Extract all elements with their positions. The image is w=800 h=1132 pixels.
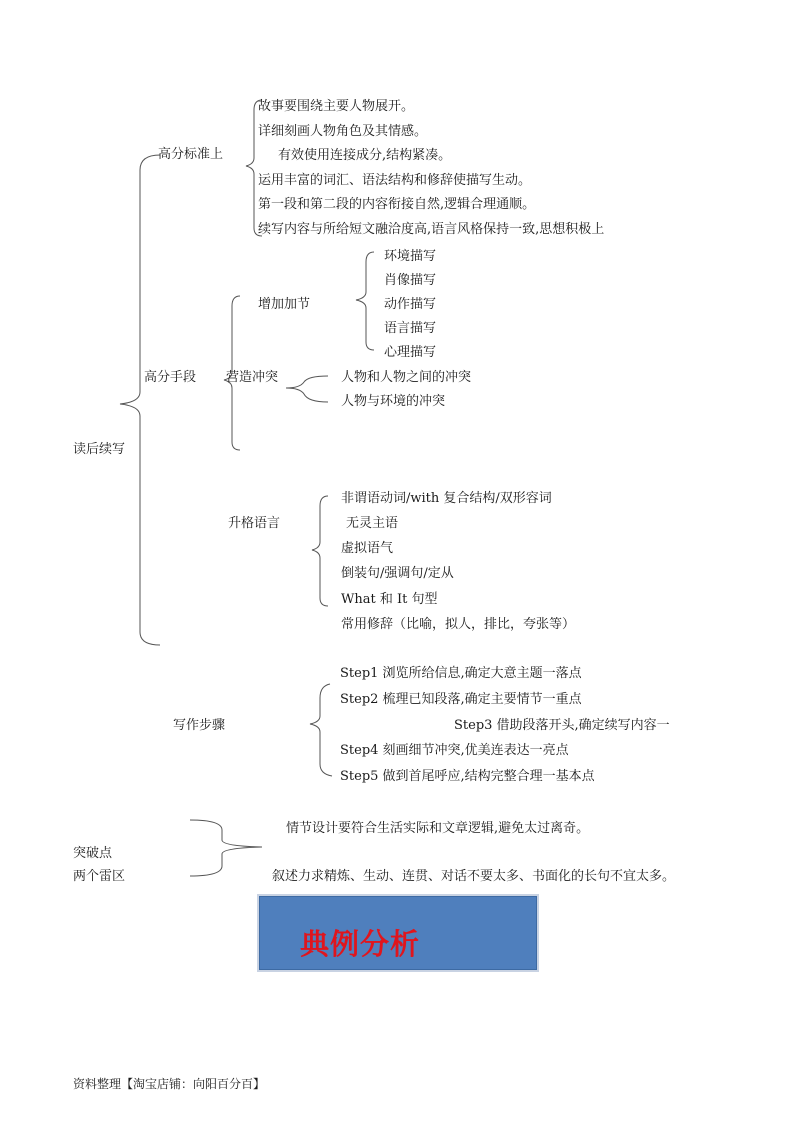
example-analysis-banner bbox=[259, 896, 537, 970]
standard-item: 运用丰富的词汇、语法结构和修辞使描写生动。 bbox=[258, 173, 532, 188]
add-detail-item: 心理描写 bbox=[384, 345, 437, 360]
language-item: 无灵主语 bbox=[346, 516, 399, 531]
pitfalls-bracket bbox=[190, 820, 262, 876]
conflict-label: 营造冲突 bbox=[226, 370, 279, 385]
step-item: Step3 借助段落开头,确定续写内容一 bbox=[454, 718, 670, 733]
conflict-item: 人物和人物之间的冲突 bbox=[341, 370, 472, 385]
standard-item: 续写内容与所给短文融洽度高,语言风格保持一致,思想积极上 bbox=[258, 222, 605, 237]
steps-bracket bbox=[310, 684, 332, 776]
add-detail-item: 环境描写 bbox=[384, 249, 437, 264]
add-detail-item: 动作描写 bbox=[384, 297, 437, 312]
add-detail-bracket bbox=[356, 252, 374, 350]
banner-title: 典例分析 bbox=[300, 927, 421, 961]
root-bracket bbox=[120, 155, 160, 645]
conflict-bracket bbox=[286, 376, 328, 402]
language-item: 虚拟语气 bbox=[341, 541, 394, 556]
pitfall-item: 叙述力求精炼、生动、连贯、对话不要太多、书面化的长句不宜太多。 bbox=[272, 869, 676, 884]
means-label: 高分手段 bbox=[144, 370, 197, 385]
step-item: Step4 刻画细节冲突,优美连表达一亮点 bbox=[340, 743, 569, 758]
root-label: 读后续写 bbox=[73, 442, 126, 457]
add-detail-label: 增加加节 bbox=[258, 297, 311, 312]
language-bracket bbox=[312, 496, 328, 606]
standard-item: 第一段和第二段的内容衔接自然,逻辑合理通顺。 bbox=[258, 197, 536, 212]
standard-label: 高分标准上 bbox=[158, 147, 224, 162]
standard-item: 有效使用连接成分,结构紧凑。 bbox=[278, 148, 452, 163]
pitfalls-label-1: 突破点 bbox=[73, 846, 113, 861]
conflict-item: 人物与环境的冲突 bbox=[341, 394, 446, 409]
steps-label: 写作步骤 bbox=[173, 718, 226, 733]
add-detail-item: 肖像描写 bbox=[384, 273, 437, 288]
standard-bracket bbox=[246, 100, 262, 236]
footer-note: 资料整理【淘宝店铺：向阳百分百】 bbox=[73, 1077, 266, 1091]
standard-item: 详细刻画人物角色及其情感。 bbox=[258, 124, 428, 139]
step-item: Step1 浏览所给信息,确定大意主题一落点 bbox=[340, 666, 582, 681]
standard-item: 故事要围绕主要人物展开。 bbox=[258, 99, 415, 114]
pitfalls-label-2: 两个雷区 bbox=[73, 869, 126, 884]
step-item: Step2 梳理已知段落,确定主要情节一重点 bbox=[340, 692, 582, 707]
language-item: 常用修辞（比喻，拟人，排比，夸张等） bbox=[341, 617, 576, 632]
step-item: Step5 做到首尾呼应,结构完整合理一基本点 bbox=[340, 769, 595, 784]
language-label: 升格语言 bbox=[228, 516, 281, 531]
language-item: 倒装句/强调句/定从 bbox=[341, 566, 454, 581]
add-detail-item: 语言描写 bbox=[384, 321, 437, 336]
pitfall-item: 情节设计要符合生活实际和文章逻辑,避免太过离奇。 bbox=[286, 821, 590, 836]
language-item: 非谓语动词/with 复合结构/双形容词 bbox=[341, 491, 552, 506]
language-item: What 和 It 句型 bbox=[341, 592, 438, 607]
